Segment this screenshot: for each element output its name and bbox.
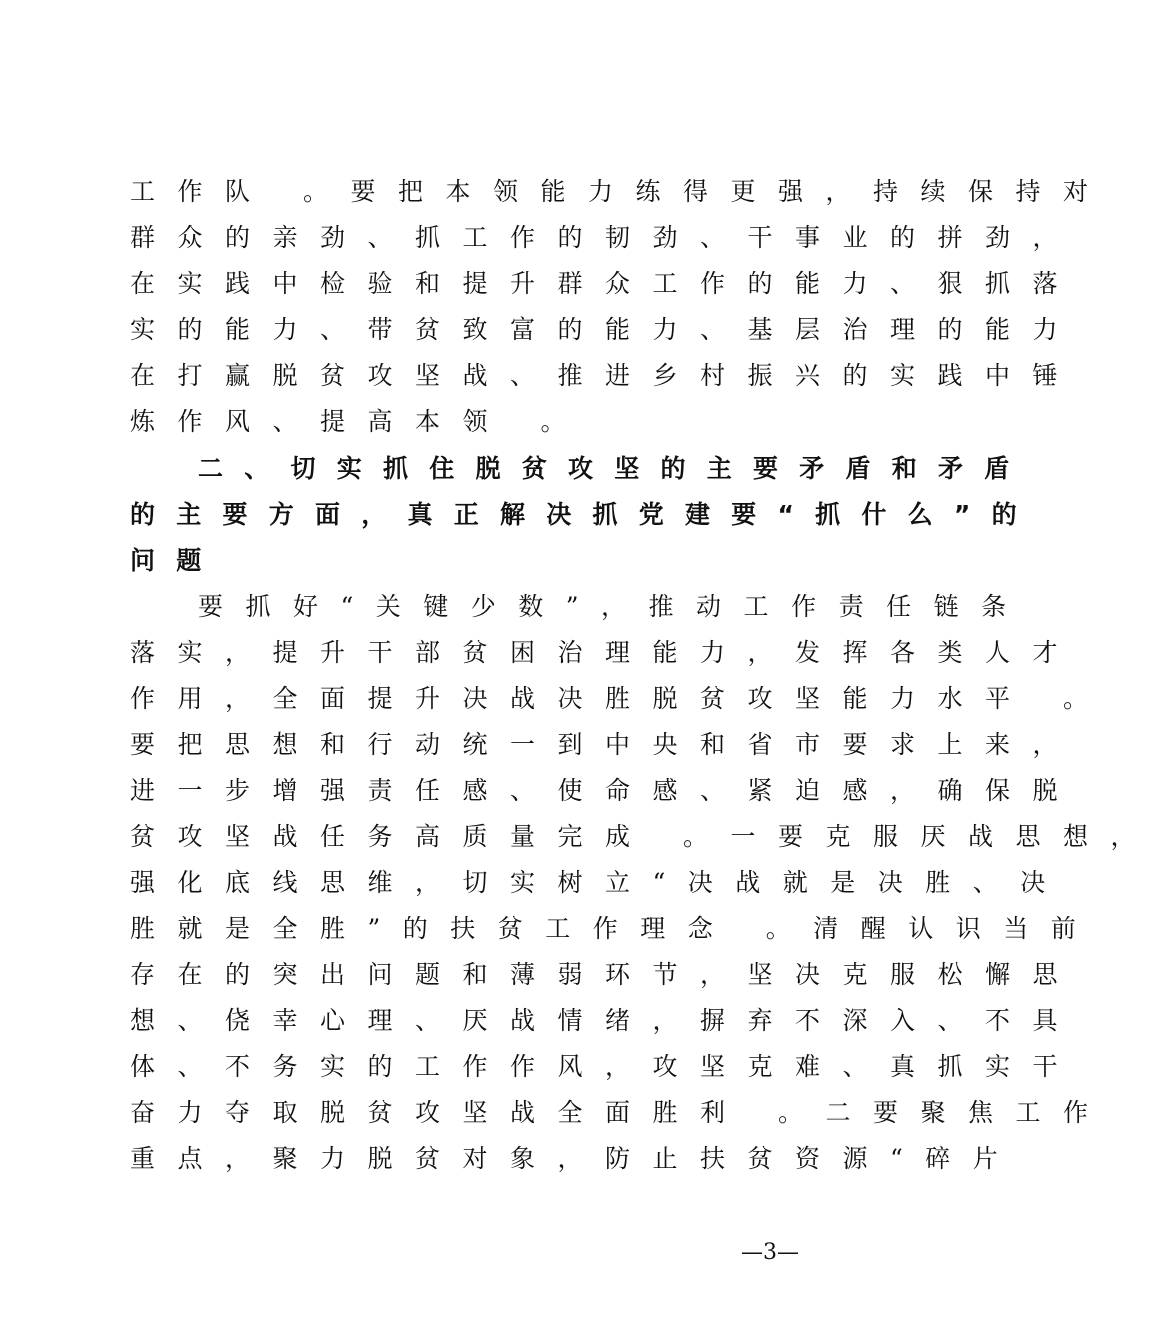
paragraph-line: 群众的亲劲、抓工作的韧劲、干事业的拼劲， (130, 223, 1081, 252)
page-number: —3— (741, 1240, 799, 1265)
section-heading-line: 的主要方面，真正解决抓党建要“抓什么”的 (130, 500, 1038, 529)
paragraph-line: 贫攻坚战任务高质量完成 。一要克服厌战思想， (130, 822, 1158, 851)
paragraph-line: 工作队 。要把本领能力练得更强，持续保持对 (130, 177, 1111, 206)
paragraph-line: 落实，提升干部贫困治理能力，发挥各类人才 (130, 638, 1081, 667)
paragraph-line: 在实践中检验和提升群众工作的能力、狠抓落 (130, 269, 1081, 298)
paragraph-line: 炼作风、提高本领 。 (130, 407, 588, 436)
paragraph-line: 实的能力、带贫致富的能力、基层治理的能力 (130, 315, 1081, 344)
paragraph-line: 在打赢脱贫攻坚战、推进乡村振兴的实践中锤 (130, 361, 1081, 390)
paragraph-line: 存在的突出问题和薄弱环节，坚决克服松懈思 (130, 960, 1081, 989)
paragraph-line: 奋力夺取脱贫攻坚战全面胜利 。二要聚焦工作 (130, 1098, 1111, 1127)
paragraph-line: 胜就是全胜”的扶贫工作理念 。清醒认识当前 (130, 914, 1099, 943)
paragraph-line: 体、不务实的工作作风，攻坚克难、真抓实干 (130, 1052, 1081, 1081)
section-heading-line: 二、切实抓住脱贫攻坚的主要矛盾和矛盾 (198, 454, 1031, 483)
section-heading-line: 问题 (130, 546, 223, 575)
paragraph-line: 重点，聚力脱贫对象，防止扶贫资源“碎片 (130, 1144, 1021, 1173)
paragraph-line: 强化底线思维，切实树立“决战就是决胜、决 (130, 868, 1068, 897)
paragraph-line: 作用，全面提升决战决胜脱贫攻坚能力水平 。 (130, 684, 1111, 713)
paragraph-line: 进一步增强责任感、使命感、紧迫感，确保脱 (130, 776, 1081, 805)
paragraph-line: 想、侥幸心理、厌战情绪，摒弃不深入、不具 (130, 1006, 1081, 1035)
paragraph-line: 要抓好“关键少数”，推动工作责任链条 (198, 592, 1029, 621)
paragraph-line: 要把思想和行动统一到中央和省市要求上来， (130, 730, 1081, 759)
